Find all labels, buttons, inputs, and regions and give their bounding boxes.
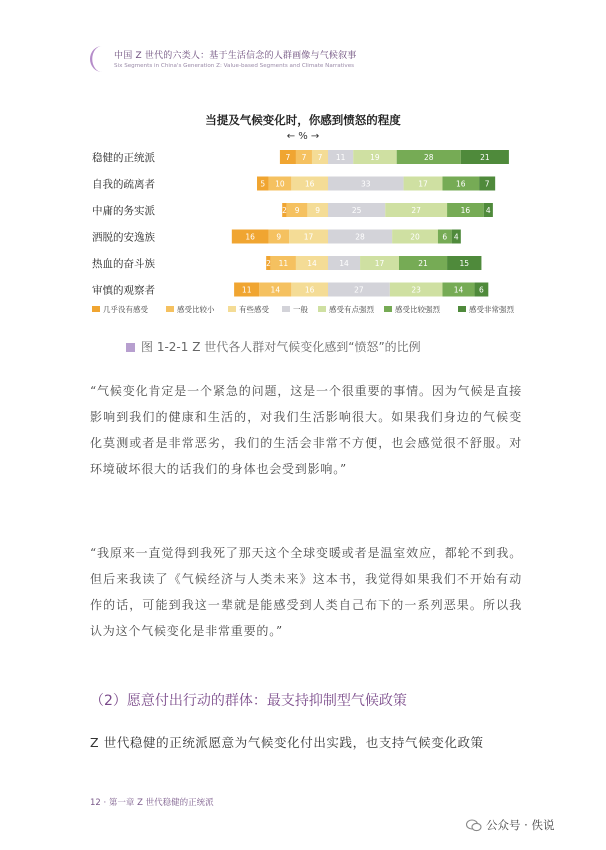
category-label: 洒脱的安逸族: [92, 231, 155, 244]
body-paragraph: Z 世代稳健的正统派愿意为气候变化付出实践，也支持气候变化政策: [90, 735, 484, 750]
bar-value-label: 27: [411, 206, 421, 215]
bar-value-label: 16: [304, 285, 315, 295]
legend-swatch: [318, 306, 326, 312]
bar-value-label: 16: [245, 232, 255, 242]
bar-value-label: 11: [241, 285, 252, 295]
bar-value-label: 25: [351, 206, 362, 215]
figure-caption: [126, 338, 546, 358]
bar-value-label: 4: [485, 206, 491, 215]
bar-value-label: 21: [418, 259, 428, 268]
category-label: 自我的疏离者: [92, 178, 155, 191]
bar-value-label: 14: [307, 259, 317, 268]
bar-value-label: 16: [304, 179, 315, 189]
header-subtitle: Six Segments in China's Generation Z: Value-based Segments and Climate Narratives: [114, 63, 355, 69]
category-label: 中庸的务实派: [92, 205, 155, 217]
legend-swatch: [384, 306, 392, 312]
bar-value-label: 20: [410, 232, 420, 242]
category-label: 热血的奋斗族: [92, 258, 155, 270]
bar-value-label: 11: [335, 153, 346, 162]
section-heading: （2）愿意付出行动的群体：最支持抑制型气候政策: [90, 693, 407, 709]
interview-quote-1: “气候变化肯定是一个紧急的问题，这是一个很重要的事情。因为气候是直接影响到我们的健康和生活的，对我们生活影响很大。如果我们身边的气候变化莫测或者是非常恶劣，我们的生活会非常不方便，也会感觉很不舒服。对环境破坏很大的话我们的身体也会受到影响。”: [90, 384, 522, 476]
bar-value-label: 7: [285, 153, 291, 162]
legend-label: 感受比较强烈: [395, 305, 440, 314]
legend-label: 感受有点强烈: [329, 305, 374, 314]
header-title: 中国 Z 世代的六类人：基于生活信念的人群画像与气候叙事: [114, 51, 357, 61]
bar-value-label: 7: [301, 153, 307, 162]
bar-value-label: 7: [317, 153, 323, 162]
bar-value-label: 11: [278, 259, 289, 268]
wechat-watermark: [466, 817, 554, 833]
legend-swatch: [166, 306, 174, 312]
bar-value-label: 9: [315, 206, 321, 215]
bar-value-label: 17: [303, 232, 314, 242]
bar-value-label: 28: [355, 232, 365, 242]
bar-value-label: 28: [423, 153, 434, 162]
bar-value-label: 14: [453, 285, 464, 295]
bar-value-label: 9: [276, 232, 282, 242]
bar-value-label: 4: [453, 232, 459, 242]
legend-label: 一般: [293, 305, 308, 314]
bar-value-label: 17: [418, 179, 428, 189]
bar-value-label: 7: [484, 179, 490, 189]
bar-value-label: 6: [442, 232, 448, 242]
bar-value-label: 2: [282, 206, 287, 215]
chart-title: 当提及气候变化时，你感到愤怒的程度: [205, 113, 401, 127]
watermark-text: 公众号 · 佚说: [486, 818, 555, 832]
legend-label: 感受比较小: [177, 305, 215, 314]
interview-quote-2: “我原来一直觉得到我死了那天这个全球变暖或者是温室效应，都轮不到我。但后来我读了《气候经济与人类未来》这本书，我觉得如果我们不开始有动作的话，可能到我这一辈就是能感受到人类自己布下的一系列恶果。所以我认为这个气候变化是非常重要的。”: [90, 546, 522, 638]
bar-value-label: 14: [270, 285, 281, 295]
category-label: 审慎的观察者: [92, 284, 155, 297]
legend-swatch: [228, 306, 236, 312]
bar-value-label: 23: [411, 285, 421, 295]
category-label: 稳健的正统派: [92, 152, 155, 164]
stacked-bar-chart: [0, 0, 606, 340]
bar-value-label: 5: [260, 179, 266, 189]
legend-label: 有些感受: [239, 305, 269, 314]
page-footer: 12 · 第一章 Z 世代稳健的正统派: [90, 798, 214, 808]
legend-label: 几乎没有感受: [103, 305, 148, 314]
bar-value-label: 16: [460, 206, 471, 215]
bar-value-label: 16: [456, 179, 466, 189]
bar-value-label: 19: [370, 153, 380, 162]
bar-value-label: 9: [294, 206, 300, 215]
bar-value-label: 17: [374, 259, 385, 268]
figure-caption-text: 图 1-2-1 Z 世代各人群对气候变化感到“愤怒”的比例: [141, 340, 421, 354]
bar-value-label: 10: [275, 179, 285, 189]
bar-value-label: 14: [339, 259, 349, 268]
legend-swatch: [458, 306, 466, 312]
bar-value-label: 6: [479, 285, 484, 295]
caption-marker-icon: [126, 343, 135, 352]
legend-swatch: [92, 306, 100, 312]
bar-value-label: 33: [361, 179, 371, 189]
bar-value-label: 27: [354, 285, 364, 295]
chart-unit-label: ← % →: [286, 131, 320, 142]
legend-swatch: [282, 306, 290, 312]
bar-value-label: 21: [480, 153, 490, 162]
wechat-icon: [466, 819, 482, 832]
legend-label: 感受非常强烈: [469, 305, 514, 314]
bar-value-label: 15: [459, 259, 470, 268]
bar-value-label: 2: [266, 259, 271, 268]
